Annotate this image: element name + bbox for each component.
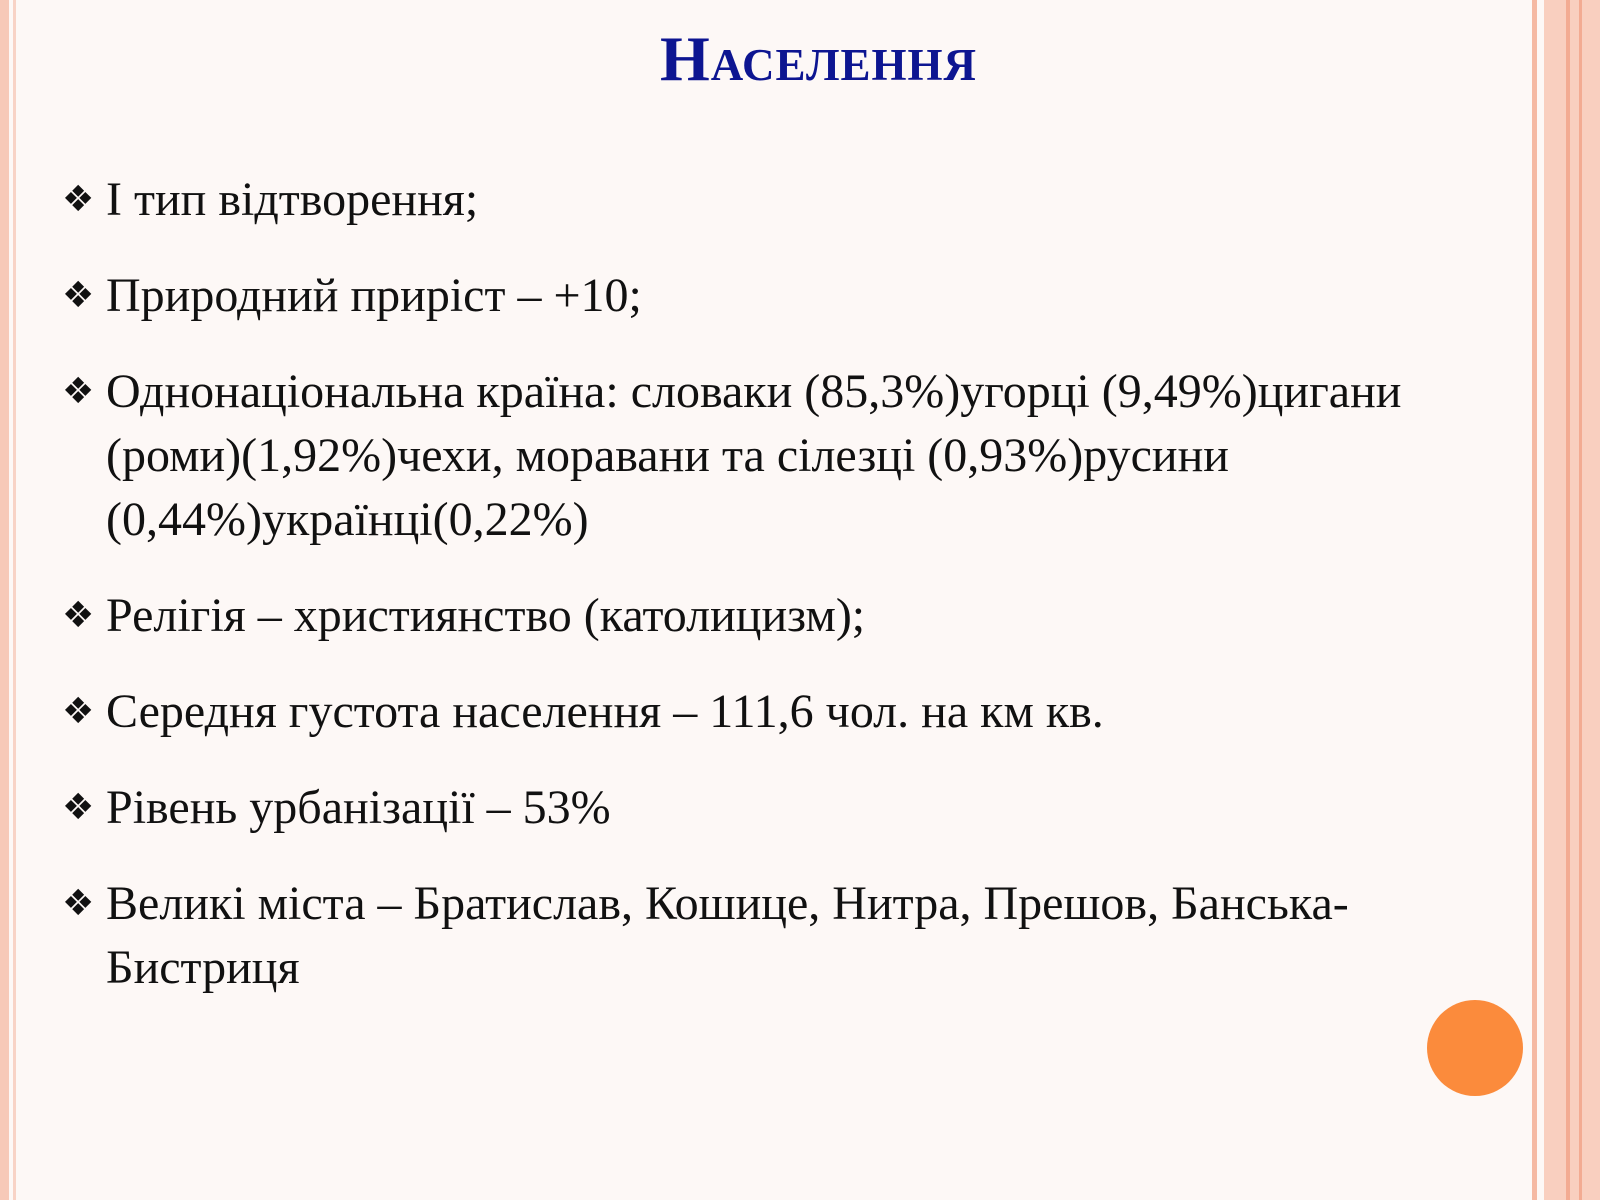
diamond-four-icon: ❖ <box>62 787 95 828</box>
bullet-text: Середня густота населення – 111,6 чол. на км кв. <box>106 685 1104 738</box>
diamond-four-icon: ❖ <box>62 595 95 636</box>
bullet-list <box>58 168 1498 1032</box>
right-border-stripe <box>1532 0 1537 1200</box>
bullet-item <box>58 264 1498 328</box>
bullet-item <box>58 168 1498 232</box>
bullet-item <box>58 872 1498 1000</box>
left-border-stripe-thin <box>13 0 16 1200</box>
diamond-four-icon: ❖ <box>62 371 95 412</box>
diamond-four-icon: ❖ <box>62 275 95 316</box>
bullet-text: Природний приріст – +10; <box>106 269 642 322</box>
bullet-text: Однонаціональна країна: словаки (85,3%)угорці (9,49%)цигани (роми)(1,92%)чехи, моравани та сілезці (0,93%)русини (0,44%)українці(0,22%) <box>106 365 1402 546</box>
diamond-four-icon: ❖ <box>62 883 95 924</box>
right-border-band <box>1544 0 1600 1200</box>
bullet-text: Рівень урбанізації – 53% <box>106 781 611 834</box>
bullet-item <box>58 360 1498 552</box>
bullet-text: Великі міста – Братислав, Кошице, Нитра, Прешов, Банська-Бистриця <box>106 877 1349 994</box>
diamond-four-icon: ❖ <box>62 179 95 220</box>
bullet-text: І тип відтворення; <box>106 173 479 226</box>
bullet-item <box>58 776 1498 840</box>
bullet-text: Релігія – християнство (католицизм); <box>106 589 866 642</box>
right-border-line-outer <box>1579 0 1582 1200</box>
diamond-four-icon: ❖ <box>62 691 95 732</box>
left-border-stripe <box>0 0 9 1200</box>
orange-circle-decoration <box>1427 1000 1523 1096</box>
right-border-line <box>1566 0 1570 1200</box>
bullet-item <box>58 584 1498 648</box>
bullet-item <box>58 680 1498 744</box>
slide-title: Населення <box>660 23 978 94</box>
